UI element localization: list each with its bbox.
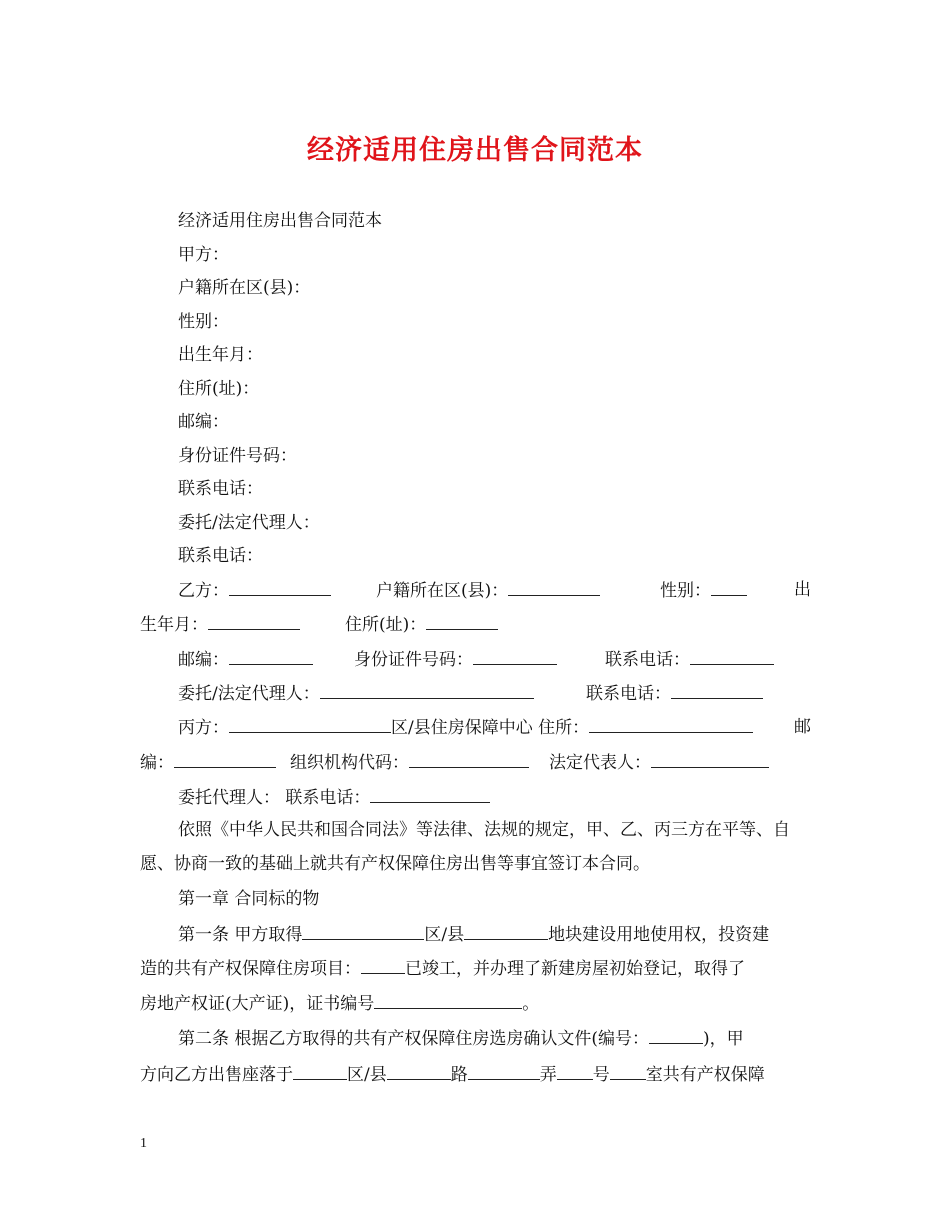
blank-field bbox=[610, 1063, 646, 1080]
article-2-line-1 bbox=[178, 1027, 744, 1050]
party-c-legal-rep-group bbox=[549, 751, 769, 774]
blank-field bbox=[229, 716, 391, 733]
party-b-id-group bbox=[354, 648, 557, 671]
party-a-phone: 联系电话： bbox=[178, 479, 263, 499]
party-b-hukou-group bbox=[376, 579, 600, 602]
document-title: 经济适用住房出售合同范本 bbox=[307, 135, 643, 166]
party-b-hukou: 户籍所在区(县)： bbox=[376, 581, 509, 601]
party-b-agent-phone: 联系电话： bbox=[586, 684, 671, 704]
party-b-id-number: 身份证件号码： bbox=[354, 650, 473, 670]
party-c-line-1 bbox=[178, 716, 753, 739]
party-b-agent-group bbox=[178, 682, 534, 705]
party-b-agent: 委托/法定代理人： bbox=[178, 684, 320, 704]
blank-field bbox=[649, 1027, 703, 1044]
blank-field bbox=[409, 751, 529, 768]
party-a-postcode: 邮编： bbox=[178, 412, 229, 432]
party-b-birth-group bbox=[140, 613, 300, 636]
article-1-text: 第一条 甲方取得 bbox=[178, 925, 303, 945]
article-1-line-1 bbox=[178, 923, 769, 946]
article-1-project: 造的共有产权保障住房项目： bbox=[140, 959, 361, 979]
party-b-phone-group bbox=[605, 648, 774, 671]
blank-field bbox=[302, 923, 424, 940]
party-c-org-code: 组织机构代码： bbox=[290, 753, 409, 773]
article-2-district: 区/县 bbox=[347, 1065, 387, 1085]
party-b-gender: 性别： bbox=[660, 581, 711, 601]
blank-field bbox=[468, 1063, 540, 1080]
article-2-number: 号 bbox=[592, 1065, 610, 1085]
party-c-postcode-start: 邮 bbox=[794, 717, 811, 737]
party-b-gender-group bbox=[660, 579, 747, 602]
party-a-hukou: 户籍所在区(县)： bbox=[178, 278, 311, 298]
blank-field bbox=[293, 1063, 347, 1080]
article-1-line-3 bbox=[140, 992, 539, 1015]
blank-field bbox=[229, 648, 313, 665]
party-b-agent-phone-group bbox=[586, 682, 763, 705]
subtitle: 经济适用住房出售合同范本 bbox=[178, 211, 382, 231]
party-b-birth-start: 出 bbox=[794, 580, 811, 600]
article-1-land: 地块建设用地使用权，投资建 bbox=[548, 925, 770, 945]
blank-field bbox=[229, 579, 331, 596]
blank-field bbox=[426, 613, 498, 630]
party-c-postcode: 编： bbox=[140, 753, 174, 773]
blank-field bbox=[361, 957, 405, 974]
article-1-end: 。 bbox=[522, 994, 540, 1014]
blank-field bbox=[208, 613, 300, 630]
party-c-line-3 bbox=[178, 786, 490, 809]
blank-field bbox=[711, 579, 747, 596]
blank-field bbox=[320, 682, 534, 699]
party-c-line-2 bbox=[140, 751, 276, 774]
party-b-birth: 生年月： bbox=[140, 615, 208, 635]
blank-field bbox=[174, 751, 276, 768]
article-2-room: 室共有产权保障 bbox=[645, 1065, 765, 1085]
intro-text: 依照《中华人民共和国合同法》等法律、法规的规定，甲、乙、丙三方在平等、自愿、协商一致的基础上就共有产权保障住房出售等事宜签订本合同。 bbox=[140, 820, 790, 874]
article-1-certificate: 房地产权证(大产证)，证书编号 bbox=[140, 994, 375, 1014]
party-a-address: 住所(址)： bbox=[178, 379, 260, 399]
article-2-party: )，甲 bbox=[703, 1029, 744, 1049]
blank-field bbox=[473, 648, 557, 665]
party-b-postcode: 邮编： bbox=[178, 650, 229, 670]
party-b-label: 乙方： bbox=[178, 581, 229, 601]
article-1-district: 区/县 bbox=[424, 925, 465, 945]
intro-paragraph bbox=[140, 814, 812, 881]
party-b-address: 住所(址)： bbox=[345, 615, 427, 635]
party-a-id-number: 身份证件号码： bbox=[178, 446, 297, 466]
article-2-line-2 bbox=[140, 1063, 765, 1086]
party-c-label: 丙方： bbox=[178, 718, 229, 738]
blank-field bbox=[464, 923, 548, 940]
article-2-text: 第二条 根据乙方取得的共有产权保障住房选房确认文件(编号： bbox=[178, 1029, 650, 1049]
blank-field bbox=[387, 1063, 451, 1080]
article-2-lane: 弄 bbox=[539, 1065, 557, 1085]
party-b-address-group bbox=[345, 613, 498, 636]
article-1-line-2 bbox=[140, 957, 745, 980]
party-a-gender: 性别： bbox=[178, 312, 229, 332]
blank-field bbox=[370, 786, 490, 803]
article-2-road: 路 bbox=[450, 1065, 468, 1085]
article-2-location: 方向乙方出售座落于 bbox=[140, 1065, 293, 1085]
party-c-legal-rep: 法定代表人： bbox=[549, 753, 651, 773]
party-a-birth: 出生年月： bbox=[178, 345, 263, 365]
blank-field bbox=[374, 992, 522, 1009]
article-1-completed: 已竣工，并办理了新建房屋初始登记，取得了 bbox=[405, 959, 745, 979]
blank-field bbox=[690, 648, 774, 665]
chapter-heading: 第一章 合同标的物 bbox=[178, 889, 320, 909]
party-c-center: 区/县住房保障中心 住所： bbox=[391, 718, 590, 738]
blank-field bbox=[651, 751, 769, 768]
party-b-postcode-group bbox=[178, 648, 313, 671]
blank-field bbox=[557, 1063, 593, 1080]
blank-field bbox=[671, 682, 763, 699]
blank-field bbox=[508, 579, 600, 596]
party-b-phone: 联系电话： bbox=[605, 650, 690, 670]
party-c-agent: 委托代理人： 联系电话： bbox=[178, 788, 371, 808]
party-b-line-1 bbox=[178, 579, 331, 602]
blank-field bbox=[589, 716, 753, 733]
party-c-org-code-group bbox=[290, 751, 529, 774]
party-a-agent-phone: 联系电话： bbox=[178, 546, 263, 566]
party-a-agent: 委托/法定代理人： bbox=[178, 513, 320, 533]
party-a-label: 甲方： bbox=[178, 245, 229, 265]
page-number: 1 bbox=[140, 1136, 147, 1151]
